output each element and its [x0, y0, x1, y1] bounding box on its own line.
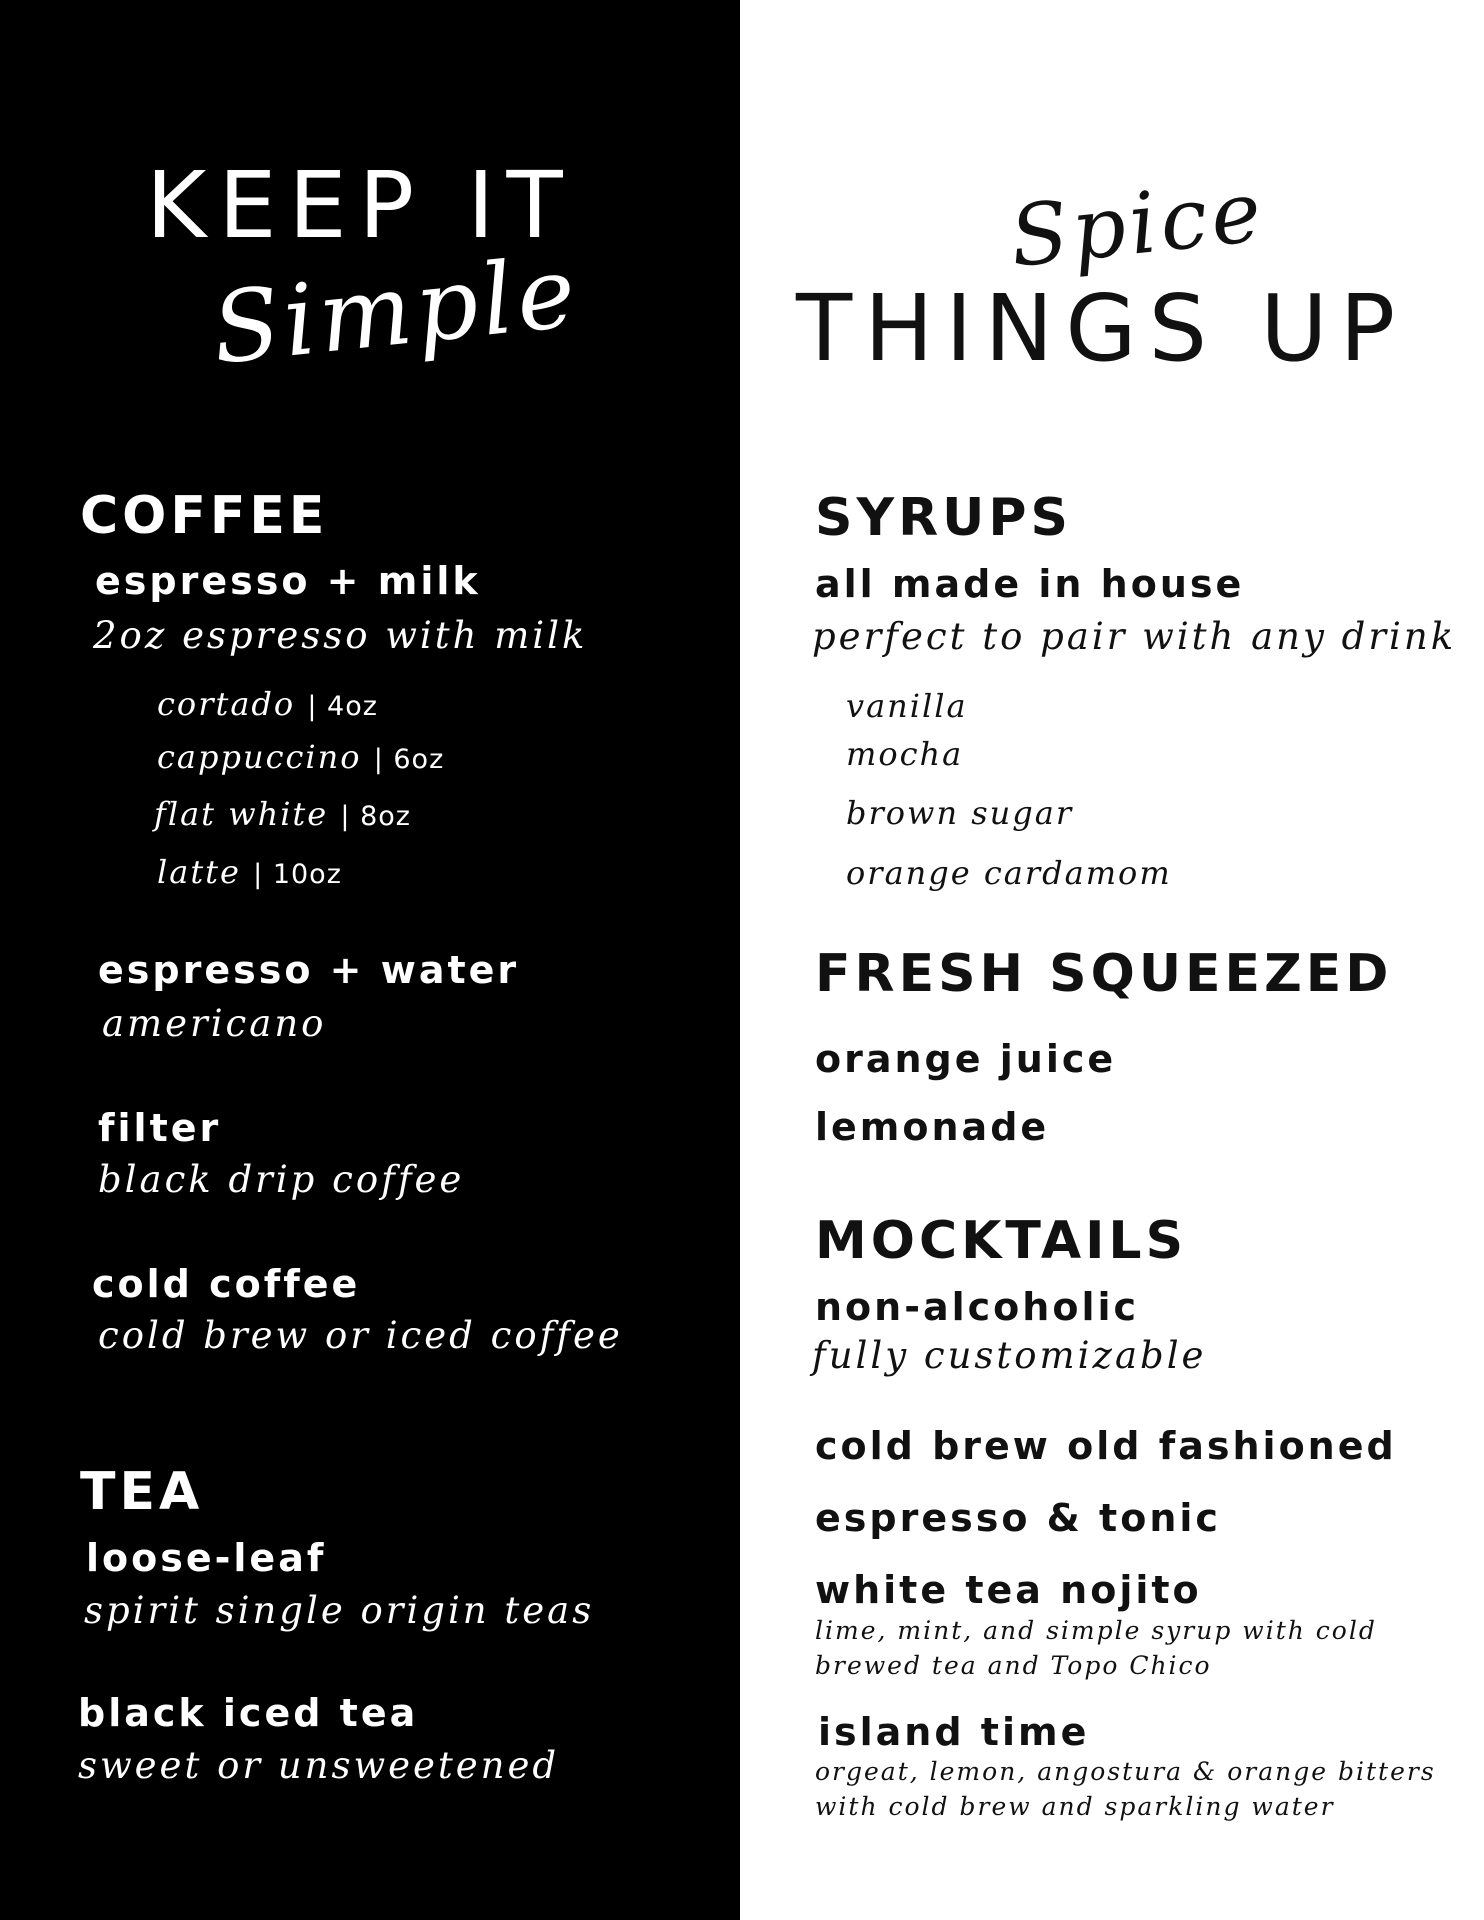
drink-name: cortado	[157, 685, 296, 723]
drink-name: flat white	[154, 795, 329, 833]
drink-size: | 8oz	[340, 801, 411, 832]
right-panel	[740, 0, 1484, 1920]
espresso-water-desc: americano	[102, 1002, 327, 1045]
drink-name: cappuccino	[157, 738, 362, 776]
espresso-milk-name: espresso + milk	[95, 559, 481, 603]
mocktail-desc: lime, mint, and simple syrup with cold brewed tea and Topo Chico	[815, 1616, 1377, 1680]
drink-size: | 4oz	[307, 691, 378, 722]
things-up-title: THINGS UP	[796, 275, 1408, 382]
coffee-heading: COFFEE	[80, 486, 329, 546]
mocktails-heading: MOCKTAILS	[815, 1211, 1188, 1271]
drink-cortado	[157, 685, 378, 723]
black-iced-tea-desc: sweet or unsweetened	[78, 1744, 560, 1787]
mocktail-name: cold brew old fashioned	[815, 1424, 1397, 1468]
filter-desc: black drip coffee	[98, 1158, 465, 1201]
syrup-flavor: brown sugar	[846, 794, 1074, 832]
left-panel	[0, 0, 740, 1920]
cold-coffee-name: cold coffee	[92, 1262, 361, 1306]
drink-size: | 6oz	[373, 744, 445, 775]
fresh-squeezed-heading: FRESH SQUEEZED	[815, 944, 1393, 1004]
syrup-flavor: vanilla	[846, 687, 968, 725]
syrups-heading: SYRUPS	[815, 488, 1072, 548]
espresso-water-name: espresso + water	[98, 948, 520, 992]
syrup-flavor: mocha	[846, 735, 964, 773]
keep-it-title: KEEP IT	[146, 152, 575, 259]
mocktail-name: island time	[818, 1710, 1090, 1754]
mocktails-desc: fully customizable	[812, 1334, 1207, 1377]
drink-cappuccino	[157, 738, 445, 776]
drink-name: latte	[157, 853, 241, 891]
simple-script-title: Simple	[207, 235, 585, 387]
drink-latte	[157, 853, 342, 891]
cold-coffee-desc: cold brew or iced coffee	[98, 1314, 623, 1357]
mocktail-name: white tea nojito	[815, 1568, 1202, 1612]
mocktail-desc: orgeat, lemon, angostura & orange bitters with cold brew and sparkling water	[815, 1757, 1436, 1821]
loose-leaf-desc: spirit single origin teas	[84, 1589, 595, 1632]
filter-name: filter	[98, 1106, 222, 1150]
spice-script-title: Spice	[1005, 161, 1270, 287]
fresh-item: lemonade	[815, 1105, 1050, 1149]
mocktail-name: espresso & tonic	[815, 1496, 1221, 1540]
espresso-milk-desc: 2oz espresso with milk	[93, 614, 588, 657]
drink-flat-white	[154, 795, 411, 833]
mocktails-subtitle: non-alcoholic	[815, 1285, 1140, 1329]
syrup-flavor: orange cardamom	[846, 854, 1172, 892]
drink-size: | 10oz	[253, 859, 342, 890]
syrups-subtitle: all made in house	[815, 562, 1245, 606]
syrups-desc: perfect to pair with any drink	[812, 615, 1457, 658]
tea-heading: TEA	[80, 1462, 204, 1522]
fresh-item: orange juice	[815, 1037, 1117, 1081]
loose-leaf-name: loose-leaf	[86, 1536, 327, 1580]
black-iced-tea-name: black iced tea	[78, 1691, 419, 1735]
